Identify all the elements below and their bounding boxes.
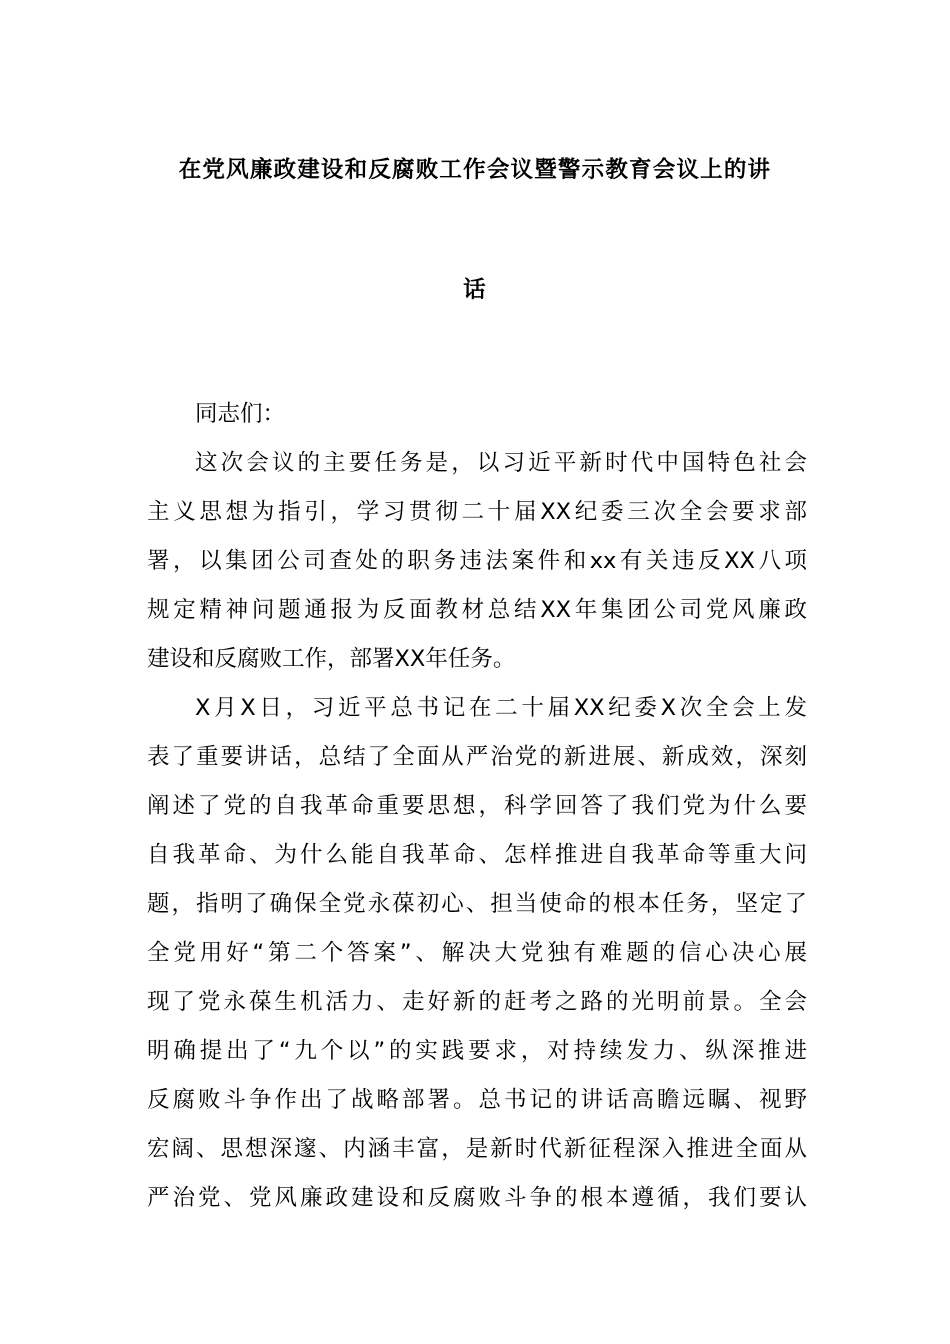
- paragraph-line: 自我革命、为什么能自我革命、怎样推进自我革命等重大问: [147, 842, 807, 868]
- paragraph-line: 规定精神问题通报为反面教材总结XX年集团公司党风廉政: [147, 597, 807, 623]
- document-title-line-2: 话: [463, 277, 487, 303]
- salutation: 同志们：: [195, 401, 286, 427]
- paragraph-line: 现了党永葆生机活力、走好新的赶考之路的光明前景。全会: [147, 989, 807, 1015]
- paragraph-line: 建设和反腐败工作，部署XX年任务。: [147, 646, 516, 672]
- paragraph-line: 宏阔、思想深邃、内涵丰富，是新时代新征程深入推进全面从: [147, 1136, 807, 1162]
- document-body: [147, 390, 807, 1223]
- paragraph-line: 这次会议的主要任务是，以习近平新时代中国特色社会: [195, 450, 807, 476]
- document-title-line-1: 在党风廉政建设和反腐败工作会议暨警示教育会议上的讲: [178, 157, 772, 183]
- paragraph-line: 全党用好“第二个答案”、解决大党独有难题的信心决心展: [147, 940, 807, 966]
- paragraph-line: 阐述了党的自我革命重要思想，科学回答了我们党为什么要: [147, 793, 807, 819]
- paragraph-line: 主义思想为指引，学习贯彻二十届XX纪委三次全会要求部: [147, 499, 807, 525]
- paragraph-line: 题，指明了确保全党永葆初心、担当使命的根本任务，坚定了: [147, 891, 807, 917]
- paragraph-line: 反腐败斗争作出了战略部署。总书记的讲话高瞻远瞩、视野: [147, 1087, 807, 1113]
- paragraph-line: 署，以集团公司查处的职务违法案件和xx有关违反XX八项: [147, 548, 807, 574]
- paragraph-1: [147, 439, 807, 684]
- paragraph-2: [147, 684, 807, 1223]
- paragraph-line: X月X日，习近平总书记在二十届XX纪委X次全会上发: [195, 695, 807, 721]
- paragraph-line: 明确提出了“九个以”的实践要求，对持续发力、纵深推进: [147, 1038, 807, 1064]
- paragraph-line: 严治党、党风廉政建设和反腐败斗争的根本遵循，我们要认: [147, 1185, 807, 1211]
- paragraph-line: 表了重要讲话，总结了全面从严治党的新进展、新成效，深刻: [147, 744, 807, 770]
